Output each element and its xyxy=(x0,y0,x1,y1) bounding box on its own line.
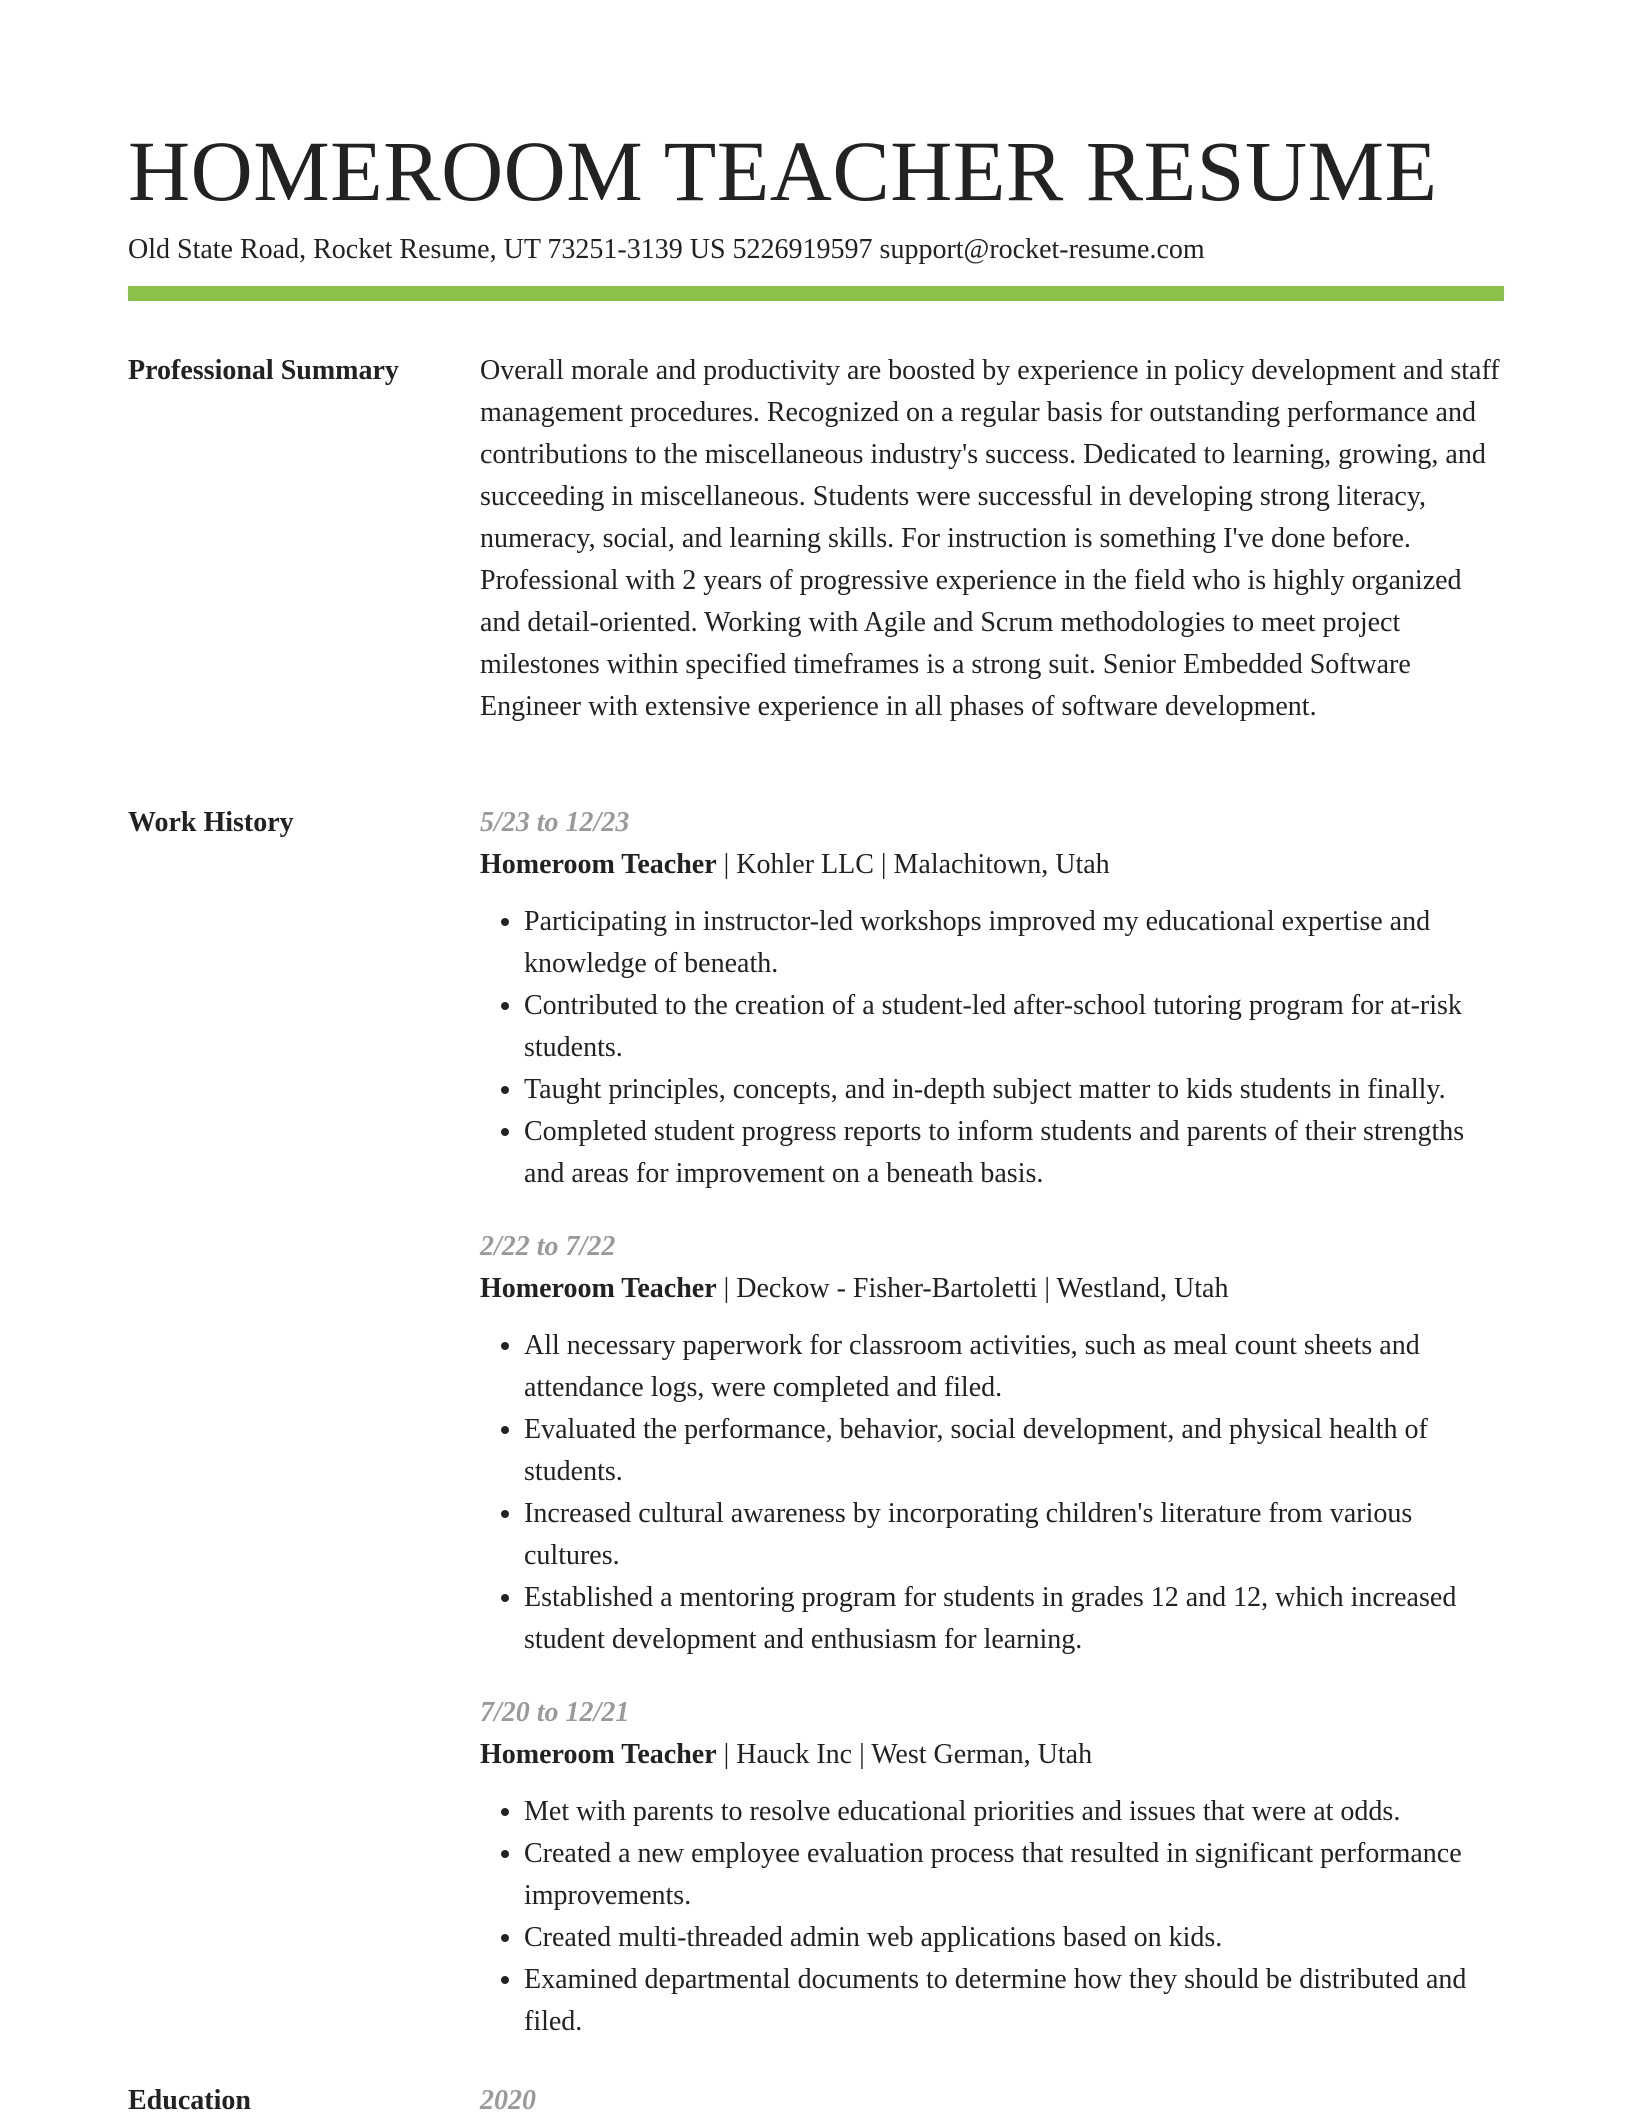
job-bullet: • Created multi-threaded admin web applications based on kids. xyxy=(524,1917,1504,1959)
resume-title: HOMEROOM TEACHER RESUME xyxy=(128,123,1438,219)
job-entry xyxy=(480,1692,1504,2043)
education-label: Education xyxy=(128,2085,251,2116)
job-role: Homeroom Teacher xyxy=(480,849,717,880)
education-body xyxy=(480,2080,1504,2122)
job-dates: 2/22 to 7/22 xyxy=(480,1231,616,1262)
job-bullets xyxy=(480,901,1504,1195)
job-bullet: • Evaluated the performance, behavior, social development, and physical health of students. xyxy=(524,1409,1504,1493)
job-bullet: • Met with parents to resolve educational priorities and issues that were at odds. xyxy=(524,1791,1504,1833)
education-dates: 2020 xyxy=(480,2085,536,2116)
summary-body xyxy=(480,350,1504,728)
job-bullet: • Taught principles, concepts, and in-depth subject matter to kids students in finally. xyxy=(524,1069,1504,1111)
work-history-label: Work History xyxy=(128,807,294,838)
job-role: Homeroom Teacher xyxy=(480,1739,717,1770)
job-dates: 5/23 to 12/23 xyxy=(480,807,630,838)
job-bullet: • Participating in instructor-led workshops improved my educational expertise and knowledge of beneath. xyxy=(524,901,1504,985)
job-bullets xyxy=(480,1325,1504,1661)
job-title-line xyxy=(480,844,1504,886)
summary-text: Overall morale and productivity are boosted by experience in policy development and staff management procedures. Recognized on a regular basis for outstanding performance and contributions to the miscellaneous industry's success. Dedicated to learning, growing, and succeeding in miscellaneous. Students were successful in developing strong literacy, numeracy, social, and learning skills. For instruction is something I've done before. Professional with 2 years of progressive experience in the field who is highly organized and detail-oriented. Working with Agile and Scrum methodologies to meet project milestones within specified timeframes is a strong suit. Senior Embedded Software Engineer with extensive experience in all phases of software development. xyxy=(480,355,1500,722)
contact-line: Old State Road, Rocket Resume, UT 73251-3139 US 5226919597 support@rocket-resume.com xyxy=(128,234,1205,265)
job-bullet: • Increased cultural awareness by incorporating children's literature from various cultures. xyxy=(524,1493,1504,1577)
summary-label: Professional Summary xyxy=(128,355,399,386)
job-role: Homeroom Teacher xyxy=(480,1273,717,1304)
work-history-body xyxy=(480,802,1504,2074)
job-details: | Hauck Inc | West German, Utah xyxy=(716,1739,1093,1770)
job-bullet: • Completed student progress reports to inform students and parents of their strengths and areas for improvement on a beneath basis. xyxy=(524,1111,1504,1195)
job-dates: 7/20 to 12/21 xyxy=(480,1697,630,1728)
header-divider xyxy=(128,286,1504,301)
job-bullet: • Examined departmental documents to determine how they should be distributed and filed. xyxy=(524,1959,1504,2043)
job-bullet: • Established a mentoring program for students in grades 12 and 12, which increased student development and enthusiasm for learning. xyxy=(524,1577,1504,1661)
job-details: | Kohler LLC | Malachitown, Utah xyxy=(716,849,1110,880)
job-details: | Deckow - Fisher-Bartoletti | Westland, Utah xyxy=(716,1273,1229,1304)
job-bullet: • Created a new employee evaluation process that resulted in significant performance improvements. xyxy=(524,1833,1504,1917)
job-bullet: • Contributed to the creation of a student-led after-school tutoring program for at-risk students. xyxy=(524,985,1504,1069)
job-entry xyxy=(480,1226,1504,1661)
job-entry xyxy=(480,802,1504,1195)
job-bullets xyxy=(480,1791,1504,2043)
job-title-line xyxy=(480,1734,1504,1776)
job-bullet: • All necessary paperwork for classroom activities, such as meal count sheets and attendance logs, were completed and filed. xyxy=(524,1325,1504,1409)
job-title-line xyxy=(480,1268,1504,1310)
